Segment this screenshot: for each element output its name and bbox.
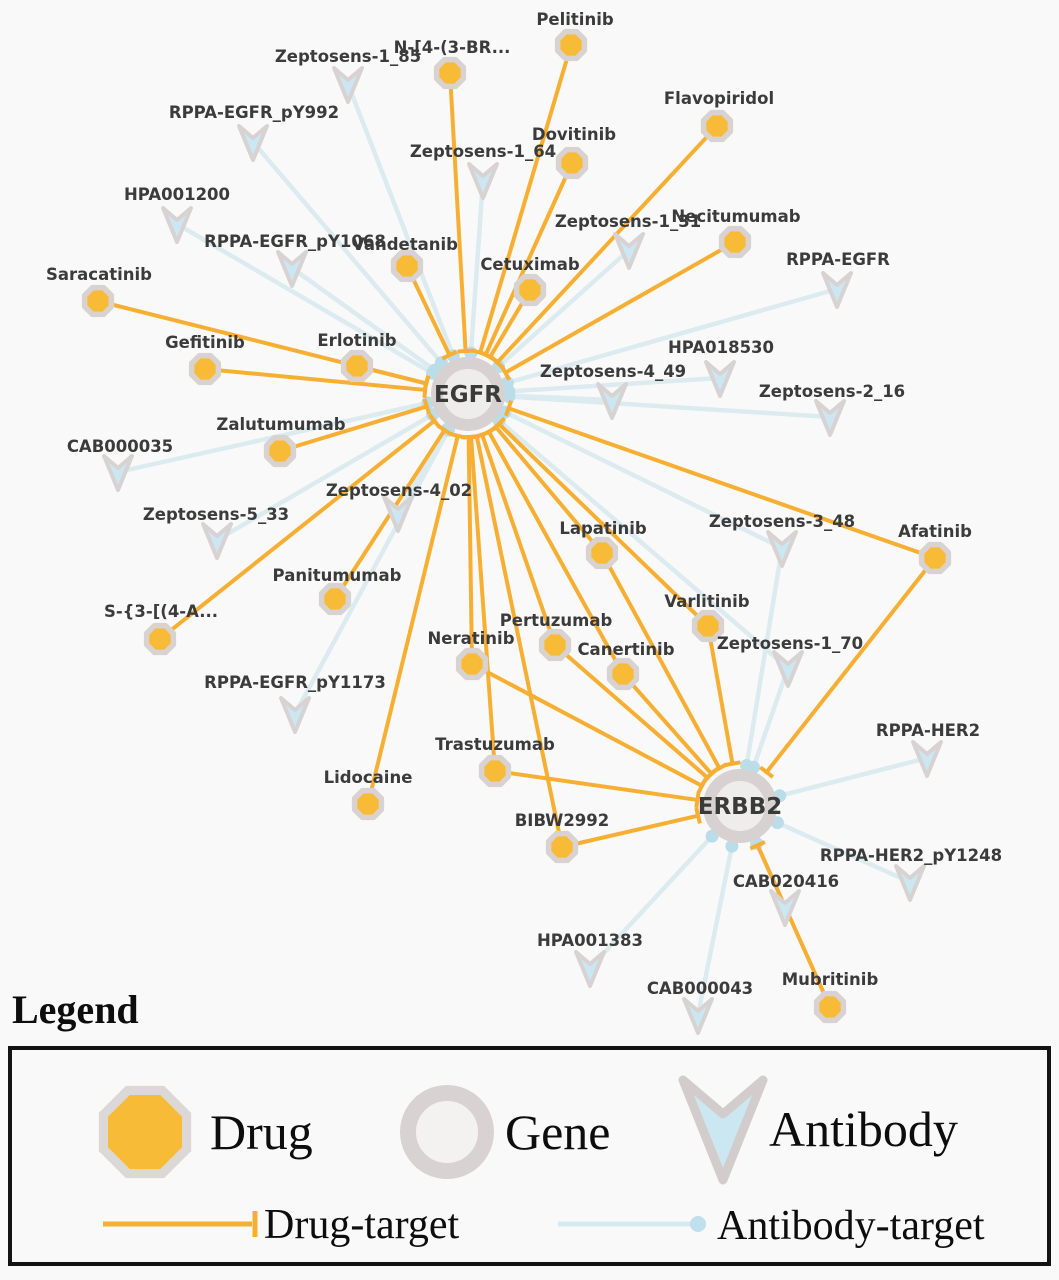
node-label-rppa_egfr_py1068: RPPA-EGFR_pY1068 <box>204 232 386 251</box>
drug-target-edge <box>471 437 495 771</box>
legend-antibody-chevron <box>683 1080 763 1180</box>
node-label-rppa_her2_py1248: RPPA-HER2_pY1248 <box>819 846 1003 865</box>
antibody-node-z1_70 <box>774 652 802 686</box>
drug-node-gefitinib <box>192 356 219 383</box>
drug-node-afatinib <box>922 545 949 572</box>
legend-drug-octagon <box>108 1095 182 1169</box>
gene-label-erbb2: ERBB2 <box>697 794 783 820</box>
antibody-node-hpa001383 <box>576 952 604 986</box>
node-label-bibw2992: BIBW2992 <box>514 811 610 830</box>
drug-node-dovitinib <box>559 150 586 177</box>
drug-node-lapatinib <box>589 540 616 567</box>
drug-target-edge <box>450 73 466 351</box>
node-label-z3_48: Zeptosens-3_48 <box>708 512 856 531</box>
node-label-z4_02: Zeptosens-4_02 <box>325 481 473 500</box>
antibody-node-z3_48 <box>768 532 796 566</box>
legend-canvas <box>12 1050 1047 1262</box>
drug-node-flavopiridol <box>704 113 731 140</box>
node-label-cetuximab: Cetuximab <box>480 255 580 274</box>
legend-title: Legend <box>12 987 139 1032</box>
antibody-node-cab020416 <box>771 891 799 925</box>
node-label-panitumumab: Panitumumab <box>272 566 402 585</box>
drug-node-vandetanib <box>394 253 421 280</box>
node-label-rppa_egfr: RPPA-EGFR <box>786 250 890 269</box>
node-label-varlitinib: Varlitinib <box>664 592 750 611</box>
drug-node-panitumumab <box>322 586 349 613</box>
node-label-pelitinib: Pelitinib <box>536 10 614 29</box>
node-label-necitumumab: Necitumumab <box>671 207 801 226</box>
node-label-z1_31: Zeptosens-1_31 <box>554 212 702 231</box>
node-label-z2_16: Zeptosens-2_16 <box>758 382 906 401</box>
node-label-flavopiridol: Flavopiridol <box>663 89 775 108</box>
node-label-saracatinib: Saracatinib <box>46 265 152 284</box>
antibody-node-z1_64 <box>469 164 497 198</box>
antibody-node-rppa_her2_py1248 <box>896 866 924 900</box>
drug-node-pelitinib <box>558 32 585 59</box>
drug-edge-tee <box>450 434 466 438</box>
node-label-rppa_her2: RPPA-HER2 <box>875 721 981 740</box>
gene-label-egfr: EGFR <box>433 382 503 408</box>
node-label-lapatinib: Lapatinib <box>559 519 647 538</box>
node-label-canertinib: Canertinib <box>577 640 675 659</box>
drug-edge-tee <box>424 376 428 392</box>
drug-node-mubritinib <box>817 994 844 1021</box>
antibody-node-cab000035 <box>104 456 132 490</box>
node-label-z1_70: Zeptosens-1_70 <box>716 634 864 653</box>
node-label-neratinib: Neratinib <box>427 629 515 648</box>
legend-antibody-target-label: Antibody-target <box>717 1203 985 1249</box>
node-label-z5_33: Zeptosens-5_33 <box>142 505 290 524</box>
drug-edge-tee <box>458 351 474 352</box>
node-label-vandetanib: Vandetanib <box>352 235 458 254</box>
legend-antibody-target-dot <box>690 1216 706 1232</box>
node-label-lidocaine: Lidocaine <box>323 768 413 787</box>
node-label-dovitinib: Dovitinib <box>531 125 617 144</box>
antibody-node-rppa_egfr_py1068 <box>278 252 306 286</box>
legend-drug-target-label: Drug-target <box>264 1202 460 1248</box>
drug-node-canertinib <box>610 661 637 688</box>
drug-node-neratinib <box>459 651 486 678</box>
drug-node-saracatinib <box>85 288 112 315</box>
drug-node-bibw2992 <box>549 834 576 861</box>
node-label-hpa001200: HPA001200 <box>123 185 231 204</box>
node-label-pertuzumab: Pertuzumab <box>499 611 613 630</box>
node-label-afatinib: Afatinib <box>898 522 972 541</box>
node-label-cab020416: CAB020416 <box>732 872 840 891</box>
drug-node-zalutumumab <box>267 438 294 465</box>
legend-box <box>8 1046 1051 1266</box>
drug-target-edge <box>623 674 711 774</box>
legend-gene-ring <box>408 1093 486 1171</box>
node-label-gefitinib: Gefitinib <box>165 333 245 352</box>
drug-node-lidocaine <box>355 791 382 818</box>
drug-node-pertuzumab <box>542 632 569 659</box>
antibody-node-z1_31 <box>615 234 643 268</box>
drug-target-edge <box>205 369 425 390</box>
node-label-cab000035: CAB000035 <box>66 437 174 456</box>
antibody-target-edge <box>782 758 927 795</box>
node-label-n43br: N-[4-(3-BR... <box>393 38 511 57</box>
antibody-node-z5_33 <box>203 524 231 558</box>
drug-edge-tee <box>725 762 741 765</box>
node-label-z1_64: Zeptosens-1_64 <box>409 142 557 161</box>
legend-gene-label: Gene <box>505 1104 611 1160</box>
drug-node-cetuximab <box>517 277 544 304</box>
drug-node-trastuzumab <box>482 758 509 785</box>
antibody-node-hpa001200 <box>163 208 191 242</box>
antibody-node-z1_85 <box>334 68 362 102</box>
node-label-trastuzumab: Trastuzumab <box>435 735 555 754</box>
node-label-z4_49: Zeptosens-4_49 <box>539 362 687 381</box>
node-label-mubritinib: Mubritinib <box>781 970 879 989</box>
drug-target-edge <box>495 771 697 800</box>
node-label-erlotinib: Erlotinib <box>317 331 397 350</box>
node-label-hpa018530: HPA018530 <box>667 338 775 357</box>
node-label-z1_85: Zeptosens-1_85 <box>274 47 422 66</box>
legend-drug-label: Drug <box>210 1104 313 1160</box>
node-label-zalutumumab: Zalutumumab <box>216 415 346 434</box>
node-label-rppa_egfr_py992: RPPA-EGFR_pY992 <box>168 103 340 122</box>
drug-node-s34a <box>147 626 174 653</box>
drug-node-erlotinib <box>344 353 371 380</box>
legend-antibody-label: Antibody <box>769 1101 958 1157</box>
node-label-s34a: S-{3-[(4-A... <box>103 602 219 621</box>
antibody-node-rppa_egfr_py1173 <box>281 698 309 732</box>
node-label-hpa001383: HPA001383 <box>536 931 644 950</box>
drug-target-edge <box>497 126 717 362</box>
node-label-cab000043: CAB000043 <box>646 979 754 998</box>
drug-node-necitumumab <box>722 229 749 256</box>
node-label-rppa_egfr_py1173: RPPA-EGFR_pY1173 <box>204 673 386 692</box>
drug-node-n43br <box>437 60 464 87</box>
